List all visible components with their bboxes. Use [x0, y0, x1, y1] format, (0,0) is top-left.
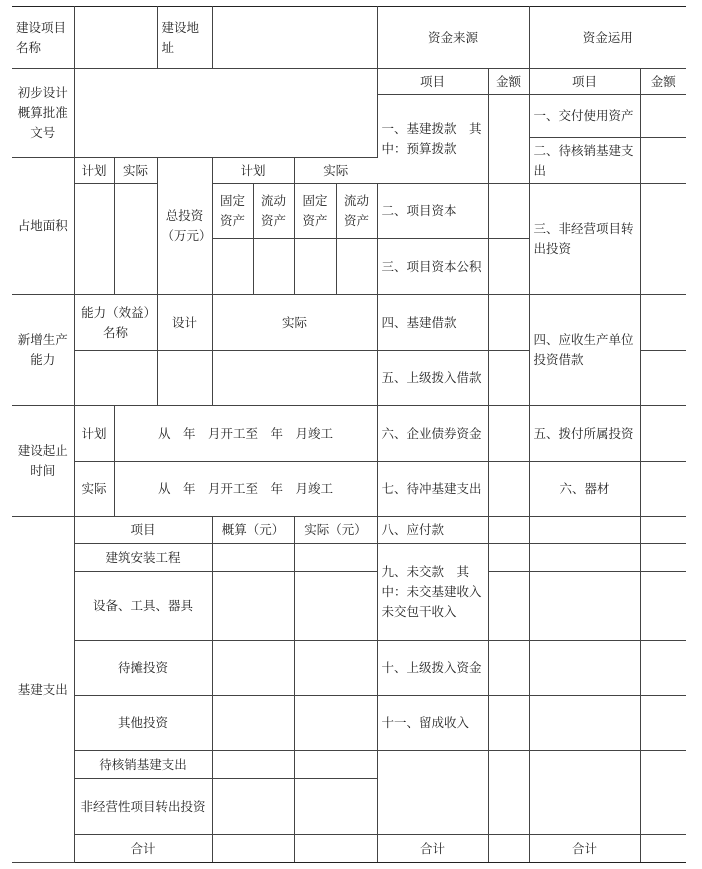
use-amount-4-extra[interactable]: [640, 351, 686, 406]
source-item-5: 五、上级拨入借款: [377, 351, 488, 406]
source-item-11: 十一、留成收入: [377, 696, 488, 751]
expenditure-item-3: 待摊投资: [74, 641, 212, 696]
source-item-8: 八、应付款: [377, 517, 488, 544]
expenditure-actual-total[interactable]: [294, 835, 377, 863]
period-plan-label: 计划: [74, 406, 114, 462]
address-label: 建设地址: [157, 7, 212, 69]
use-amount-2[interactable]: [640, 138, 686, 184]
expenditure-item-header: 项目: [74, 517, 212, 544]
use-amount-blank-2[interactable]: [640, 544, 686, 572]
capacity-name-value[interactable]: [74, 351, 157, 406]
expenditure-total-label: 合计: [74, 835, 212, 863]
use-item-1: 一、交付使用资产: [529, 95, 640, 138]
use-amount-4[interactable]: [640, 295, 686, 351]
construction-period-label: 建设起止时间: [12, 406, 74, 517]
fund-use-header: 资金运用: [529, 7, 686, 69]
source-amount-5[interactable]: [488, 351, 529, 406]
use-amount-blank-4[interactable]: [640, 641, 686, 696]
plan-fixed-assets-value[interactable]: [212, 239, 253, 295]
use-item-5: 五、拨付所属投资: [529, 406, 640, 462]
use-amount-6[interactable]: [640, 462, 686, 517]
source-amount-9b[interactable]: [488, 572, 529, 641]
source-item-3: 三、项目资本公积: [377, 239, 488, 295]
use-amount-3[interactable]: [640, 184, 686, 295]
expenditure-budget-header: 概算（元）: [212, 517, 294, 544]
use-item-blank-2[interactable]: [529, 544, 640, 572]
use-item-2: 二、待核销基建支出: [529, 138, 640, 184]
source-item-blank[interactable]: [377, 751, 488, 835]
expenditure-item-1: 建筑安装工程: [74, 544, 212, 572]
use-amount-5[interactable]: [640, 406, 686, 462]
source-total-label: 合计: [377, 835, 488, 863]
source-amount-1[interactable]: [488, 95, 529, 184]
source-item-4: 四、基建借款: [377, 295, 488, 351]
use-item-blank-6[interactable]: [529, 751, 640, 835]
plan-fixed-assets-label: 固定资产: [212, 184, 253, 239]
period-actual-label: 实际: [74, 462, 114, 517]
use-total-label: 合计: [529, 835, 640, 863]
use-item-blank-4[interactable]: [529, 641, 640, 696]
source-amount-blank[interactable]: [488, 751, 529, 835]
use-item-3: 三、非经营项目转出投资: [529, 184, 640, 295]
source-amount-10[interactable]: [488, 641, 529, 696]
total-investment-label: 总投资（万元）: [157, 158, 212, 295]
expenditure-actual-3[interactable]: [294, 641, 377, 696]
source-amount-header: 金额: [488, 69, 529, 95]
use-item-6: 六、器材: [529, 462, 640, 517]
expenditure-budget-5[interactable]: [212, 751, 294, 779]
capacity-design-value[interactable]: [157, 351, 212, 406]
source-item-header: 项目: [377, 69, 488, 95]
investment-plan-header: 计划: [212, 158, 294, 184]
approval-doc-value[interactable]: [74, 69, 377, 158]
source-item-7: 七、待冲基建支出: [377, 462, 488, 517]
use-item-4: 四、应收生产单位投资借款: [529, 295, 640, 406]
source-amount-4[interactable]: [488, 295, 529, 351]
actual-fixed-assets-value[interactable]: [294, 239, 336, 295]
expenditure-budget-4[interactable]: [212, 696, 294, 751]
source-amount-total[interactable]: [488, 835, 529, 863]
address-value[interactable]: [212, 7, 377, 69]
approval-doc-label: 初步设计概算批准文号: [12, 69, 74, 158]
source-amount-9[interactable]: [488, 544, 529, 572]
expenditure-item-4: 其他投资: [74, 696, 212, 751]
expenditure-budget-total[interactable]: [212, 835, 294, 863]
expenditure-actual-1[interactable]: [294, 544, 377, 572]
expenditure-budget-3[interactable]: [212, 641, 294, 696]
project-name-label: 建设项目名称: [12, 7, 74, 69]
capacity-name-header: 能力（效益）名称: [74, 295, 157, 351]
land-area-label: 占地面积: [12, 158, 74, 295]
project-name-value[interactable]: [74, 7, 157, 69]
investment-actual-header: 实际: [294, 158, 377, 184]
use-amount-blank-3[interactable]: [640, 572, 686, 641]
land-plan-value[interactable]: [74, 184, 114, 295]
source-amount-3[interactable]: [488, 239, 529, 295]
expenditure-item-2: 设备、工具、器具: [74, 572, 212, 641]
expenditure-actual-5[interactable]: [294, 751, 377, 779]
source-amount-8[interactable]: [488, 517, 529, 544]
capacity-actual-header: 实际: [212, 295, 377, 351]
source-item-9: 九、未交款 其中：未交基建收入 未交包干收入: [377, 544, 488, 641]
use-amount-blank-5[interactable]: [640, 696, 686, 751]
use-amount-total[interactable]: [640, 835, 686, 863]
period-actual-range[interactable]: 从 年 月开工至 年 月竣工: [114, 462, 377, 517]
source-item-2: 二、项目资本: [377, 184, 488, 239]
expenditure-actual-2[interactable]: [294, 572, 377, 641]
capacity-design-header: 设计: [157, 295, 212, 351]
expenditure-item-5: 待核销基建支出: [74, 751, 212, 779]
use-item-blank-3[interactable]: [529, 572, 640, 641]
use-amount-blank-1[interactable]: [640, 517, 686, 544]
plan-current-assets-value[interactable]: [253, 239, 294, 295]
source-amount-2[interactable]: [488, 184, 529, 239]
use-item-header: 项目: [529, 69, 640, 95]
source-item-1: 一、基建拨款 其中：预算拨款: [377, 95, 488, 184]
source-item-10: 十、上级拨入资金: [377, 641, 488, 696]
expenditure-actual-4[interactable]: [294, 696, 377, 751]
use-item-blank-5[interactable]: [529, 696, 640, 751]
actual-fixed-assets-label: 固定资产: [294, 184, 336, 239]
fund-source-header: 资金来源: [377, 7, 529, 69]
expenditure-actual-6[interactable]: [294, 779, 377, 835]
actual-current-assets-value[interactable]: [336, 239, 377, 295]
capacity-actual-value[interactable]: [212, 351, 377, 406]
completion-settlement-table: [12, 6, 686, 863]
expenditure-budget-6[interactable]: [212, 779, 294, 835]
use-amount-blank-6[interactable]: [640, 751, 686, 835]
actual-current-assets-label: 流动资产: [336, 184, 377, 239]
source-amount-6[interactable]: [488, 406, 529, 462]
source-amount-11[interactable]: [488, 696, 529, 751]
use-item-blank-1[interactable]: [529, 517, 640, 544]
land-plan-header: 计划: [74, 158, 114, 184]
plan-current-assets-label: 流动资产: [253, 184, 294, 239]
use-amount-header: 金额: [640, 69, 686, 95]
expenditure-budget-1[interactable]: [212, 544, 294, 572]
expenditure-actual-header: 实际（元）: [294, 517, 377, 544]
new-capacity-label: 新增生产能力: [12, 295, 74, 406]
source-amount-7[interactable]: [488, 462, 529, 517]
capital-expenditure-label: 基建支出: [12, 517, 74, 863]
use-amount-1[interactable]: [640, 95, 686, 138]
period-plan-range[interactable]: 从 年 月开工至 年 月竣工: [114, 406, 377, 462]
source-item-6: 六、企业债券资金: [377, 406, 488, 462]
land-actual-header: 实际: [114, 158, 157, 184]
expenditure-item-6: 非经营性项目转出投资: [74, 779, 212, 835]
expenditure-budget-2[interactable]: [212, 572, 294, 641]
land-actual-value[interactable]: [114, 184, 157, 295]
